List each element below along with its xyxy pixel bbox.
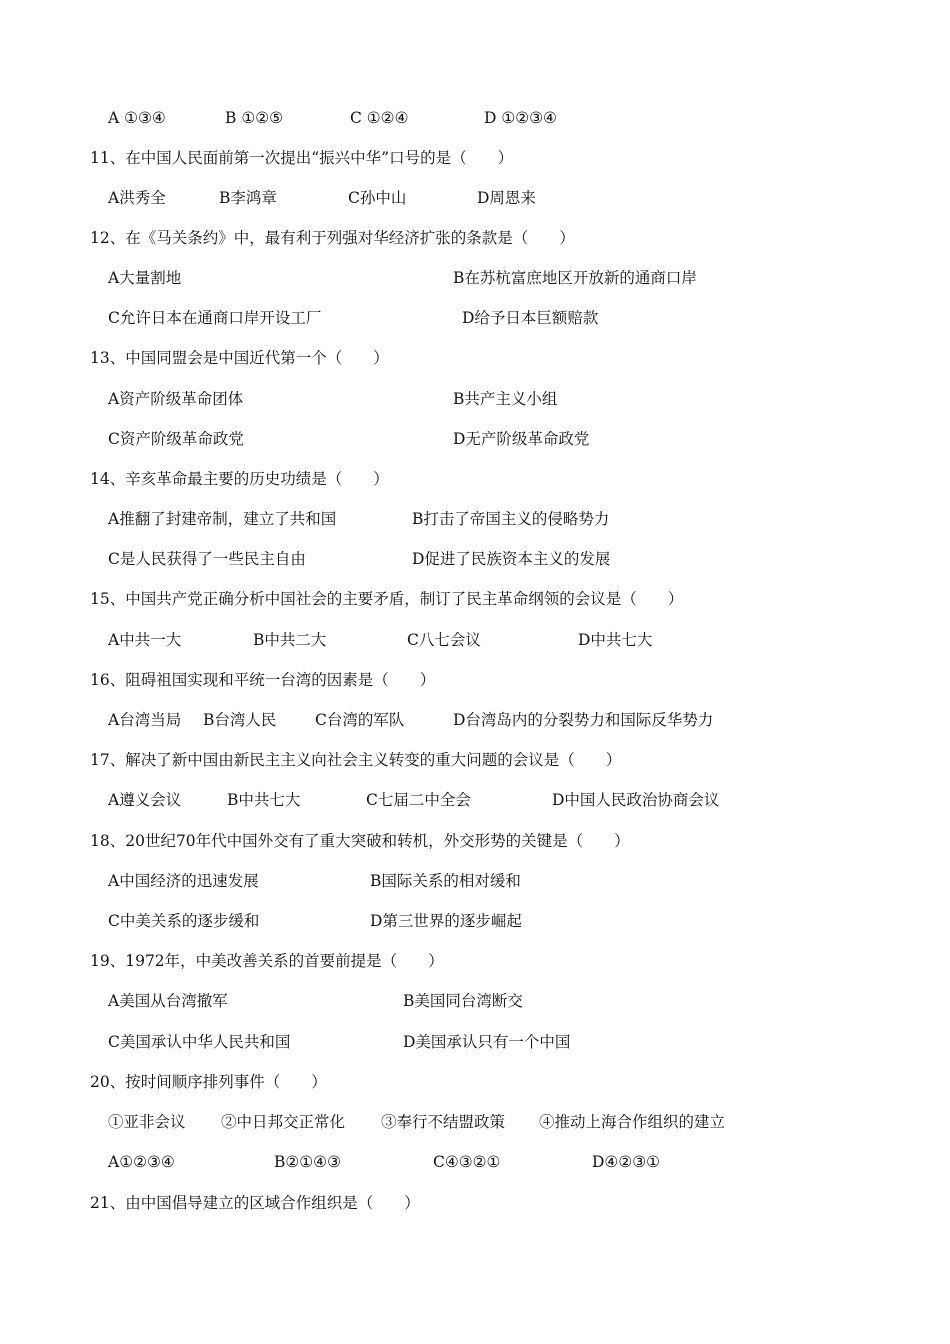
- option-b: B打击了帝国主义的侵略势力: [412, 510, 610, 528]
- option-a: A美国从台湾撤军: [108, 992, 228, 1010]
- question-14-stem: 14、辛亥革命最主要的历史功绩是（ ）: [90, 470, 389, 488]
- option-b: B ①②⑤: [225, 109, 284, 127]
- option-d: D美国承认只有一个中国: [403, 1033, 571, 1051]
- option-b: B国际关系的相对缓和: [370, 872, 521, 890]
- option-c: C美国承认中华人民共和国: [108, 1033, 291, 1051]
- option-c: C中美关系的逐步缓和: [108, 912, 260, 930]
- option-b: B共产主义小组: [453, 390, 558, 408]
- option-d: D台湾岛内的分裂势力和国际反华势力: [453, 711, 714, 729]
- option-d: D④②③①: [592, 1153, 661, 1171]
- option-c: C是人民获得了一些民主自由: [108, 550, 306, 568]
- option-c: C孙中山: [348, 189, 407, 207]
- event-3: ③奉行不结盟政策: [381, 1113, 506, 1131]
- option-c: C八七会议: [407, 631, 481, 649]
- option-b: B美国同台湾断交: [403, 992, 523, 1010]
- question-16-stem: 16、阻碍祖国实现和平统一台湾的因素是（ ）: [90, 671, 436, 689]
- event-1: ①亚非会议: [108, 1113, 186, 1131]
- option-a: A推翻了封建帝制，建立了共和国: [108, 510, 337, 528]
- option-a: A ①③④: [108, 109, 166, 127]
- option-a: A大量割地: [108, 269, 182, 287]
- option-d: D中共七大: [578, 631, 653, 649]
- option-b: B中共七大: [227, 791, 301, 809]
- question-20-stem: 20、按时间顺序排列事件（ ）: [90, 1073, 327, 1091]
- option-a: A洪秀全: [108, 189, 166, 207]
- question-12-stem: 12、在《马关条约》中，最有利于列强对华经济扩张的条款是（ ）: [90, 229, 575, 247]
- option-c: C台湾的军队: [315, 711, 405, 729]
- option-b: B在苏杭富庶地区开放新的通商口岸: [453, 269, 697, 287]
- option-c: C ①②④: [350, 109, 409, 127]
- option-a: A中共一大: [108, 631, 182, 649]
- option-b: B台湾人民: [203, 711, 277, 729]
- question-15-stem: 15、中国共产党正确分析中国社会的主要矛盾，制订了民主革命纲领的会议是（ ）: [90, 590, 684, 608]
- option-d: D促进了民族资本主义的发展: [412, 550, 611, 568]
- option-c: C④③②①: [433, 1153, 501, 1171]
- option-c: C七届二中全会: [366, 791, 471, 809]
- option-b: B李鸿章: [219, 189, 277, 207]
- question-13-stem: 13、中国同盟会是中国近代第一个（ ）: [90, 349, 389, 367]
- question-17-stem: 17、解决了新中国由新民主主义向社会主义转变的重大问题的会议是（ ）: [90, 751, 622, 769]
- option-b: B中共二大: [253, 631, 327, 649]
- option-b: B②①④③: [274, 1153, 341, 1171]
- event-2: ②中日邦交正常化: [221, 1113, 346, 1131]
- option-d: D ①②③④: [484, 109, 557, 127]
- option-d: D中国人民政治协商会议: [552, 791, 720, 809]
- option-d: D第三世界的逐步崛起: [370, 912, 522, 930]
- option-d: D给予日本巨额赔款: [462, 309, 599, 327]
- option-a: A台湾当局: [108, 711, 182, 729]
- option-d: D周恩来: [477, 189, 536, 207]
- option-c: C允许日本在通商口岸开设工厂: [108, 309, 322, 327]
- option-c: C资产阶级革命政党: [108, 430, 244, 448]
- question-19-stem: 19、1972年，中美改善关系的首要前提是（ ）: [90, 952, 444, 970]
- option-a: A中国经济的迅速发展: [108, 872, 259, 890]
- question-18-stem: 18、20世纪70年代中国外交有了重大突破和转机，外交形势的关键是（ ）: [90, 832, 630, 850]
- question-11-stem: 11、在中国人民面前第一次提出“振兴中华”口号的是（ ）: [90, 149, 514, 167]
- event-4: ④推动上海合作组织的建立: [539, 1113, 726, 1131]
- option-d: D无产阶级革命政党: [453, 430, 590, 448]
- option-a: A①②③④: [108, 1153, 175, 1171]
- question-21-stem: 21、由中国倡导建立的区域合作组织是（ ）: [90, 1194, 420, 1212]
- option-a: A遵义会议: [108, 791, 182, 809]
- option-a: A资产阶级革命团体: [108, 390, 244, 408]
